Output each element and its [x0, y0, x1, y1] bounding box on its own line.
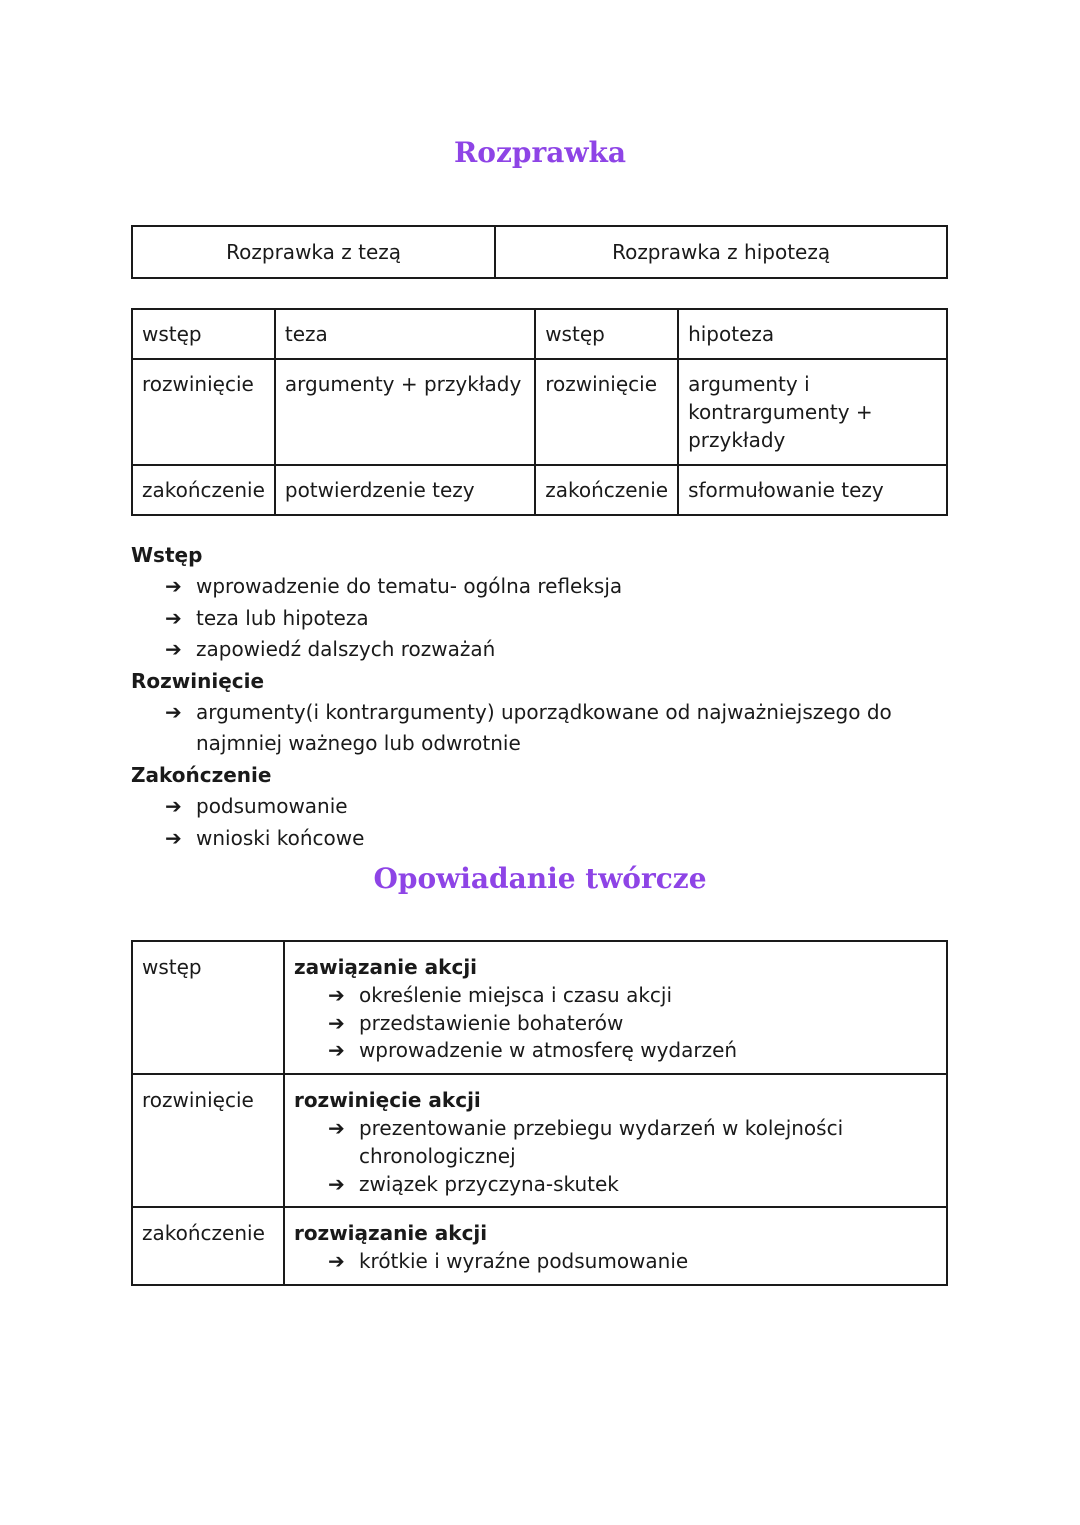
table-cell: rozwinięcie	[132, 359, 275, 465]
table-cell: argumenty i kontrargumenty + przykłady	[678, 359, 947, 465]
table-row	[132, 309, 947, 359]
rozprawka-structure-table	[131, 308, 948, 516]
arrow-icon: ➔	[165, 605, 182, 630]
story-part-title: rozwiązanie akcji	[293, 1221, 488, 1246]
arrow-icon: ➔	[327, 982, 345, 1007]
table-cell	[284, 1074, 947, 1207]
table-row	[132, 1074, 947, 1207]
zakonczenie-list	[131, 791, 931, 854]
table-cell: potwierdzenie tezy	[275, 465, 535, 515]
list-item: ➔ określenie miejsca i czasu akcji	[328, 982, 937, 1010]
story-part-list	[294, 1115, 937, 1198]
table-cell: wstęp	[535, 309, 678, 359]
arrow-icon: ➔	[165, 825, 182, 850]
table-row	[132, 359, 947, 465]
section-title-rozwiniecie: Rozwinięcie	[131, 668, 265, 693]
story-part-title: zawiązanie akcji	[293, 955, 478, 979]
opowiadanie-structure-table	[131, 940, 948, 1286]
table-cell: zakończenie	[132, 1207, 284, 1285]
list-item: ➔ związek przyczyna-skutek	[328, 1171, 937, 1199]
arrow-icon: ➔	[165, 574, 182, 599]
table-row	[132, 465, 947, 515]
arrow-icon: ➔	[165, 637, 182, 662]
table-cell: zakończenie	[132, 465, 275, 515]
table-cell: rozwinięcie	[535, 359, 678, 465]
list-item: ➔ argumenty(i kontrargumenty) uporządkowane od najważniejszego do najmniej ważnego lub odwrotnie	[165, 697, 931, 760]
arrow-icon: ➔	[327, 1171, 345, 1196]
list-item: ➔ przedstawienie bohaterów	[328, 1010, 937, 1038]
list-item: ➔ wnioski końcowe	[165, 823, 931, 854]
wstep-list	[131, 571, 931, 665]
list-item: ➔ zapowiedź dalszych rozważań	[165, 634, 931, 665]
table-cell	[284, 941, 947, 1074]
list-item: ➔ teza lub hipoteza	[165, 603, 931, 634]
table-cell: sformułowanie tezy	[678, 465, 947, 515]
rozprawka-outline	[131, 540, 931, 854]
table-row	[132, 1207, 947, 1285]
table-cell: hipoteza	[678, 309, 947, 359]
list-item: ➔ podsumowanie	[165, 791, 931, 822]
type-cell-teza: Rozprawka z tezą	[132, 226, 495, 278]
table-cell: wstęp	[132, 309, 275, 359]
story-part-list	[294, 1248, 937, 1276]
table-cell	[284, 1207, 947, 1285]
table-cell: argumenty + przykłady	[275, 359, 535, 465]
story-part-title: rozwinięcie akcji	[293, 1088, 481, 1113]
table-cell: wstęp	[132, 941, 284, 1074]
arrow-icon: ➔	[165, 700, 182, 725]
rozwiniecie-list	[131, 697, 931, 760]
arrow-icon: ➔	[165, 794, 182, 819]
rozprawka-types-table	[131, 225, 948, 279]
arrow-icon: ➔	[327, 1010, 345, 1035]
type-cell-hipoteza: Rozprawka z hipotezą	[495, 226, 947, 278]
section-title-wstep: Wstęp	[131, 543, 203, 567]
table-cell: teza	[275, 309, 535, 359]
table-cell: rozwinięcie	[132, 1074, 284, 1207]
table-row	[132, 941, 947, 1074]
list-item: ➔ krótkie i wyraźne podsumowanie	[328, 1248, 937, 1276]
list-item: ➔ wprowadzenie do tematu- ogólna refleksja	[165, 571, 931, 602]
story-part-list	[294, 982, 937, 1065]
rozprawka-heading: Rozprawka	[454, 136, 626, 169]
arrow-icon: ➔	[327, 1038, 345, 1063]
list-item: ➔ prezentowanie przebiegu wydarzeń w kolejności chronologicznej	[327, 1115, 844, 1168]
table-cell: zakończenie	[535, 465, 678, 515]
arrow-icon: ➔	[327, 1115, 345, 1140]
section-title-zakonczenie: Zakończenie	[131, 762, 272, 787]
arrow-icon: ➔	[327, 1249, 345, 1274]
list-item: ➔ wprowadzenie w atmosferę wydarzeń	[328, 1037, 937, 1065]
opowiadanie-heading: Opowiadanie twórcze	[373, 862, 707, 895]
